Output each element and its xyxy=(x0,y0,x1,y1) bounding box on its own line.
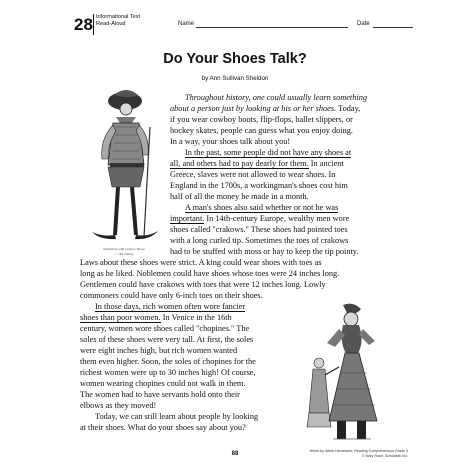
text-segment: In ancient xyxy=(308,159,344,168)
text-segment: In a way, your shoes talk about you! xyxy=(170,137,291,146)
underlined-phrase: all, and others had to pay dearly for them. xyxy=(170,159,309,168)
article-byline: by Ann Sullivan Sheldon xyxy=(201,75,269,82)
left-caption-line1: Nobleman with Crakow Shoes xyxy=(103,247,145,251)
text-segment: were eight inches high, but rich women wanted xyxy=(80,346,238,355)
text-segment: elbows as they moved! xyxy=(80,401,157,410)
name-label: Name xyxy=(178,21,195,27)
text-segment: with a long curled tip. Sometimes the toes of crakows xyxy=(170,236,349,245)
article-line xyxy=(80,422,246,433)
text-segment: soles of these shoes were very tall. At first, the soles xyxy=(80,335,254,344)
text-segment: Today, xyxy=(336,104,361,113)
underlined-phrase: In those days, rich women often wore fancier xyxy=(95,302,246,311)
copyright-credit: Week-by-Week Homework: Reading Comprehension Grade 3 © Mary Rose, Scholastic Inc. xyxy=(309,449,408,458)
text-segment: In Venice in the 16th xyxy=(160,313,232,322)
article-line xyxy=(170,158,344,169)
article-line xyxy=(170,213,349,224)
text-segment: had to be stuffed with moss or hay to keep the tip pointy. xyxy=(170,247,359,256)
article-line xyxy=(95,301,245,312)
text-segment: them even higher. Soon, the soles of chopines for the xyxy=(80,357,256,366)
underlined-phrase: In the past, some people did not have any shoes at xyxy=(185,148,352,157)
text-segment: if you wear cowboy boots, flip-flops, ballet slippers, or xyxy=(170,115,353,124)
article-line xyxy=(185,202,338,213)
article-line xyxy=(170,246,359,257)
underlined-phrase: A man's shoes also said whether or not he was xyxy=(185,203,339,212)
article-line xyxy=(170,114,353,125)
article-line xyxy=(80,378,245,389)
text-segment: In 14th-century Europe, wealthy men wore xyxy=(204,214,350,223)
text-segment: hockey skates, people can guess what you enjoy doing. xyxy=(170,126,353,135)
article-line xyxy=(80,389,240,400)
text-segment: at their shoes. What do your shoes say about you? xyxy=(80,423,246,432)
article-line xyxy=(170,136,290,147)
text-segment: half of all the money he made in a month. xyxy=(170,192,309,201)
text-segment: women wearing chopines could not walk in them. xyxy=(80,379,246,388)
name-field[interactable] xyxy=(196,27,348,28)
article-line xyxy=(80,257,321,268)
article-line xyxy=(170,235,348,246)
underlined-phrase: important. xyxy=(170,214,205,223)
worksheet-type-label: Informational Text Read-Aloud xyxy=(96,14,141,27)
article-line xyxy=(80,400,156,411)
article-line xyxy=(80,345,237,356)
article-line xyxy=(80,268,339,279)
footer-page-number: 88 xyxy=(231,451,239,457)
article-line xyxy=(80,334,253,345)
article-line xyxy=(170,169,335,180)
text-segment: commoners could have only 6-inch toes on their shoes. xyxy=(80,291,263,300)
article-line xyxy=(80,279,326,290)
text-segment: The women had to have servants hold onto their xyxy=(80,390,240,399)
chopines-illustration xyxy=(291,303,391,445)
text-segment: Laws about these shoes were strict. A king could wear shoes with toes as xyxy=(80,258,322,267)
article-line xyxy=(170,191,309,202)
text-segment: Greece, slaves were not allowed to wear shoes. In xyxy=(170,170,336,179)
article-line xyxy=(80,367,256,378)
article-line xyxy=(95,411,258,422)
article-line xyxy=(80,356,256,367)
text-segment: about a person just by looking at his or her shoes. xyxy=(170,104,337,113)
date-field[interactable] xyxy=(373,27,413,28)
text-segment: richest women were up to 30 inches high! Of course, xyxy=(80,368,256,377)
text-segment: England in the 1700s, a workingman's shoes cost him xyxy=(170,181,348,190)
date-label: Date xyxy=(357,21,370,27)
article-line xyxy=(80,323,249,334)
text-segment: shoes called "crakows." These shoes had pointed toes xyxy=(170,225,348,234)
article-line xyxy=(80,290,263,301)
article-line xyxy=(185,92,367,103)
article-line xyxy=(170,224,348,235)
left-caption-line2: c. 14th century xyxy=(114,252,134,256)
article-line xyxy=(170,103,360,114)
text-segment: Today, we can still learn about people by looking xyxy=(95,412,259,421)
text-segment: long as he liked. Noblemen could have shoes whose toes were 24 inches long. xyxy=(80,269,340,278)
nobleman-crakow-illustration xyxy=(86,87,162,263)
article-line xyxy=(80,312,232,323)
text-segment: century, women wore shoes called "chopines." The xyxy=(80,324,250,333)
worksheet-number: 28 xyxy=(74,15,93,34)
article-title: Do Your Shoes Talk? xyxy=(163,51,307,67)
article-line xyxy=(185,147,351,158)
article-line xyxy=(170,180,348,191)
text-segment: Gentlemen could have crakows with toes that were 12 inches long. Lowly xyxy=(80,280,326,289)
underlined-phrase: shoes than poor women. xyxy=(80,313,161,322)
header-divider xyxy=(93,14,94,35)
article-line xyxy=(170,125,353,136)
text-segment: Throughout history, one could usually learn something xyxy=(185,93,367,102)
